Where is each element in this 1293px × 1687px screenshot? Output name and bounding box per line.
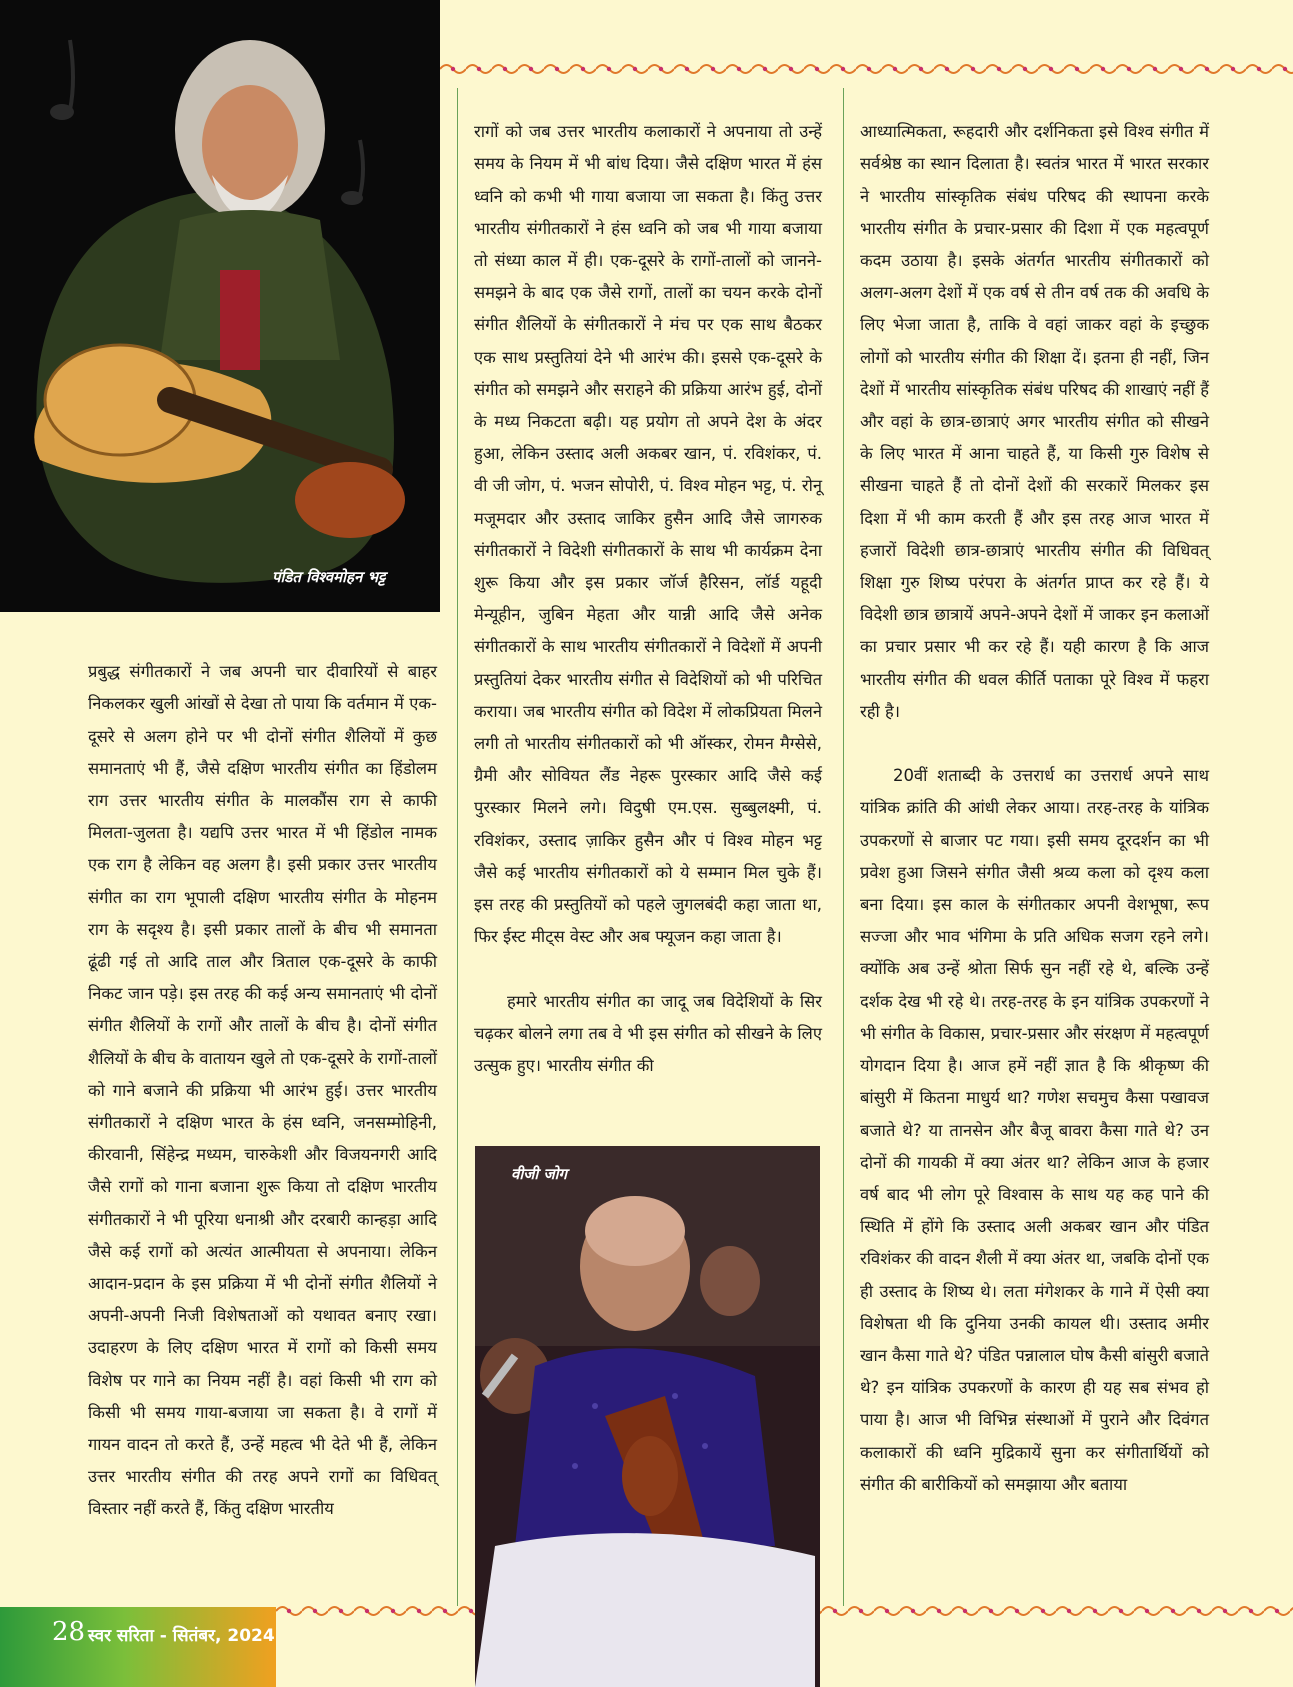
photo-vishwa-mohan-bhatt [0, 0, 440, 612]
paragraph: प्रबुद्ध संगीतकारों ने जब अपनी चार दीवारियों से बाहर निकलकर खुली आंखों से देखा तो पाया कि वर्तमान में एक-दूसरे से अलग होने पर भी दोनों संगीत शैलियों में कुछ समानताएं भी हैं, जैसे दक्षिण भारतीय संगीत का हिंडोलम राग उत्तर भारतीय संगीत के मालकौंस राग से काफी मिलता-जुलता है। यद्यपि उत्तर भारत में भी हिंडोल नामक एक राग है लेकिन वह अलग है। इसी प्रकार उत्तर भारतीय संगीत का राग भूपाली दक्षिण भारतीय संगीत के मोहनम राग के सदृश्य है। इसी प्रकार तालों के बीच भी समानता ढूंढी गई तो आदि ताल और त्रिताल एक-दूसरे के काफी निकट जान पड़े। इस तरह की कई अन्य समानताएं भी दोनों संगीत शैलियों के रागों और तालों के बीच है। दोनों संगीत शैलियों के बीच के वातायन खुले तो एक-दूसरे के रागों-तालों को गाने बजाने की प्रक्रिया भी आरंभ हुई। उत्तर भारतीय संगीतकारों ने दक्षिण भारत के हंस ध्वनि, जनसम्मोहिनी, कीरवानी, सिंहेन्द्र मध्यम, चारुकेशी और विजयनगरी आदि जैसे रागों को गाना बजाना शुरू किया तो दक्षिण भारतीय संगीतकारों ने भी पूरिया धनाश्री और दरबारी कान्हड़ा आदि जैसे कई रागों को अत्यंत आत्मीयता से अपनाया। लेकिन आदान-प्रदान के इस प्रक्रिया में भी दोनों संगीत शैलियों ने अपनी-अपनी निजी विशेषताओं को यथावत बनाए रखा। उदाहरण के लिए दक्षिण भारत में रागों को किसी समय विशेष पर गाने का नियम नहीं है। वहां किसी भी राग को किसी भी समय गाया-बजाया जा सकता है। वे रागों में गायन वादन तो करते हैं, उन्हें महत्व भी देते भी हैं, लेकिन उत्तर भारतीय संगीत की तरह अपने रागों का विधिवत् विस्तार नहीं करते हैं, किंतु दक्षिण भारतीय [88, 662, 437, 1519]
footer-band [0, 1607, 276, 1687]
page-number: 28 [52, 1617, 86, 1647]
article-column-middle [474, 84, 822, 1115]
caption-bottom-photo: वीजी जोग [511, 1165, 567, 1183]
paragraph: 20वीं शताब्दी के उत्तरार्ध का उत्तरार्ध अपने साथ यांत्रिक क्रांति की आंधी लेकर आया। तरह-तरह के यांत्रिक उपकरणों से बाजार पट गया। इसी समय दूरदर्शन का भी प्रवेश हुआ जिसने संगीत जैसी श्रव्य कला को दृश्य कला बना दिया। इस काल के संगीतकार अपनी वेशभूषा, रूप सज्जा और भाव भंगिमा के प्रति अधिक सजग रहने लगे। क्योंकि अब उन्हें श्रोता सिर्फ सुन नहीं रहे थे, बल्कि उन्हें दर्शक देख भी रहे थे। तरह-तरह के इन यांत्रिक उपकरणों ने भी संगीत के विकास, प्रचार-प्रसार और संरक्षण में महत्वपूर्ण योगदान दिया है। आज हमें नहीं ज्ञात है कि श्रीकृष्ण की बांसुरी में कितना माधुर्य था? गणेश सचमुच कैसा पखावज बजाते थे? या तानसेन और बैजू बावरा कैसा गाते थे? उन दोनों की गायकी में क्या अंतर था? लेकिन आज के हजार वर्ष बाद भी लोग पूरे विश्वास के साथ यह कह पाने की स्थिति में होंगे कि उस्ताद अली अकबर खान और पंडित रविशंकर की वादन शैली में क्या अंतर था, जबकि दोनों एक ही उस्ताद के शिष्य थे। लता मंगेशकर के गाने में ऐसी क्या विशेषता थी कि दुनिया उनकी कायल थी। उस्ताद अमीर खान कैसा गाते थे? पंडित पन्नालाल घोष कैसी बांसुरी बजाते थे? इन यांत्रिक उपकरणों के कारण ही यह सब संभव हो पाया है। आज भी विभिन्न संस्थाओं में पुराने और दिवंगत कलाकारों की ध्वनि मुद्रिकायें सुना कर संगीतार्थियों को संगीत की बारीकियों को समझाया और बताया [860, 766, 1209, 1494]
paragraph: रागों को जब उत्तर भारतीय कलाकारों ने अपनाया तो उन्हें समय के नियम में भी बांध दिया। जैसे दक्षिण भारत में हंस ध्वनि को कभी भी गाया बजाया जा सकता है। किंतु उत्तर भारतीय संगीतकारों ने हंस ध्वनि को जब भी गाया बजाया तो संध्या काल में ही। एक-दूसरे के रागों-तालों को जानने-समझने के बाद एक जैसे रागों, तालों का चयन करके दोनों संगीत शैलियों के संगीतकारों ने मंच पर एक साथ बैठकर एक साथ प्रस्तुतियां देने भी आरंभ की। इससे एक-दूसरे के संगीत को समझने और सराहने की प्रक्रिया आरंभ हुई, दोनों के मध्य निकटता बढ़ी। यह प्रयोग तो अपने देश के अंदर हुआ, लेकिन उस्ताद अली अकबर खान, पं. रविशंकर, पं. वी जी जोग, पं. भजन सोपोरी, पं. विश्व मोहन भट्ट, पं. रोनू मजूमदार और उस्ताद जाकिर हुसैन आदि जैसे जागरुक संगीतकारों ने विदेशी संगीतकारों के साथ भी कार्यक्रम देना शुरू किया और इस प्रकार जॉर्ज हैरिसन, लॉर्ड यहूदी मेन्यूहीन, जुबिन मेहता और यान्नी आदि जैसे अनेक संगीतकारों के साथ भारतीय संगीतकारों ने विदेशों में अपनी प्रस्तुतियां देकर भारतीय संगीत से विदेशियों को भी परिचित कराया। जब भारतीय संगीत को विदेश में लोकप्रियता मिलने लगी तो भारतीय संगीतकारों को भी ऑस्कर, रोमन मैग्सेसे, ग्रैमी और सोवियत लैंड नेहरू पुरस्कार आदि जैसे कई पुरस्कार मिलने लगे। विदुषी एम.एस. सुब्बुलक्ष्मी, पं. रविशंकर, उस्ताद ज़ाकिर हुसैन और पं विश्व मोहन भट्ट जैसे कई भारतीय संगीतकारों को ये सम्मान मिल चुके हैं। इस तरह की प्रस्तुतियों को पहले जुगलबंदी कहा जाता था, फिर ईस्ट मीट्स वेस्ट और अब फ्यूजन कहा जाता है। [474, 122, 822, 947]
caption-top-photo: पंडित विश्वमोहन भट्ट [272, 568, 386, 586]
photo-vg-jog [475, 1146, 820, 1687]
column-divider-right [843, 88, 844, 1606]
column-divider-left [457, 88, 458, 1606]
magazine-issue: स्वर सरिता - सितंबर, 2024 [88, 1626, 275, 1646]
article-column-right [860, 84, 1209, 1533]
paragraph: आध्यात्मिकता, रूहदारी और दर्शनिकता इसे विश्व संगीत में सर्वश्रेष्ठ का स्थान दिलाता है। स्वतंत्र भारत में भारत सरकार ने भारतीय सांस्कृतिक संबंध परिषद की स्थापना करके भारतीय संगीत के प्रचार-प्रसार की दिशा में एक महत्वपूर्ण कदम उठाया है। इसके अंतर्गत भारतीय संगीतकारों को अलग-अलग देशों में एक वर्ष से तीन वर्ष तक की अवधि के लिए भेजा जाता है, ताकि वे वहां जाकर वहां के इच्छुक लोगों को भारतीय संगीत की शिक्षा दें। इतना ही नहीं, जिन देशों में भारतीय सांस्कृतिक संबंध परिषद की शाखाएं नहीं हैं और वहां के छात्र-छात्राएं अगर भारतीय संगीत को सीखने के लिए भारत में आना चाहते हैं, या किसी गुरु विशेष से सीखना चाहते हैं तो दोनों देशों की सरकारें मिलकर इस दिशा में भी काम करती हैं और इस तरह आज भारत में हजारों विदेशी छात्र-छात्राएं भारतीय संगीत की विधिवत् शिक्षा गुरु शिष्य परंपरा के अंतर्गत प्राप्त कर रहे हैं। ये विदेशी छात्र छात्रायें अपने-अपने देशों में जाकर इन कलाओं का प्रचार प्रसार भी कर रहे हैं। यही कारण है कि आज भारतीय संगीत की धवल कीर्ति पताका पूरे विश्व में फहरा रही है। [860, 122, 1209, 721]
paragraph: हमारे भारतीय संगीत का जादू जब विदेशियों के सिर चढ़कर बोलने लगा तब वे भी इस संगीत को सीखने के लिए उत्सुक हुए। भारतीय संगीत की [474, 991, 822, 1076]
article-column-left [88, 624, 437, 1558]
top-ornamental-border [440, 60, 1293, 78]
